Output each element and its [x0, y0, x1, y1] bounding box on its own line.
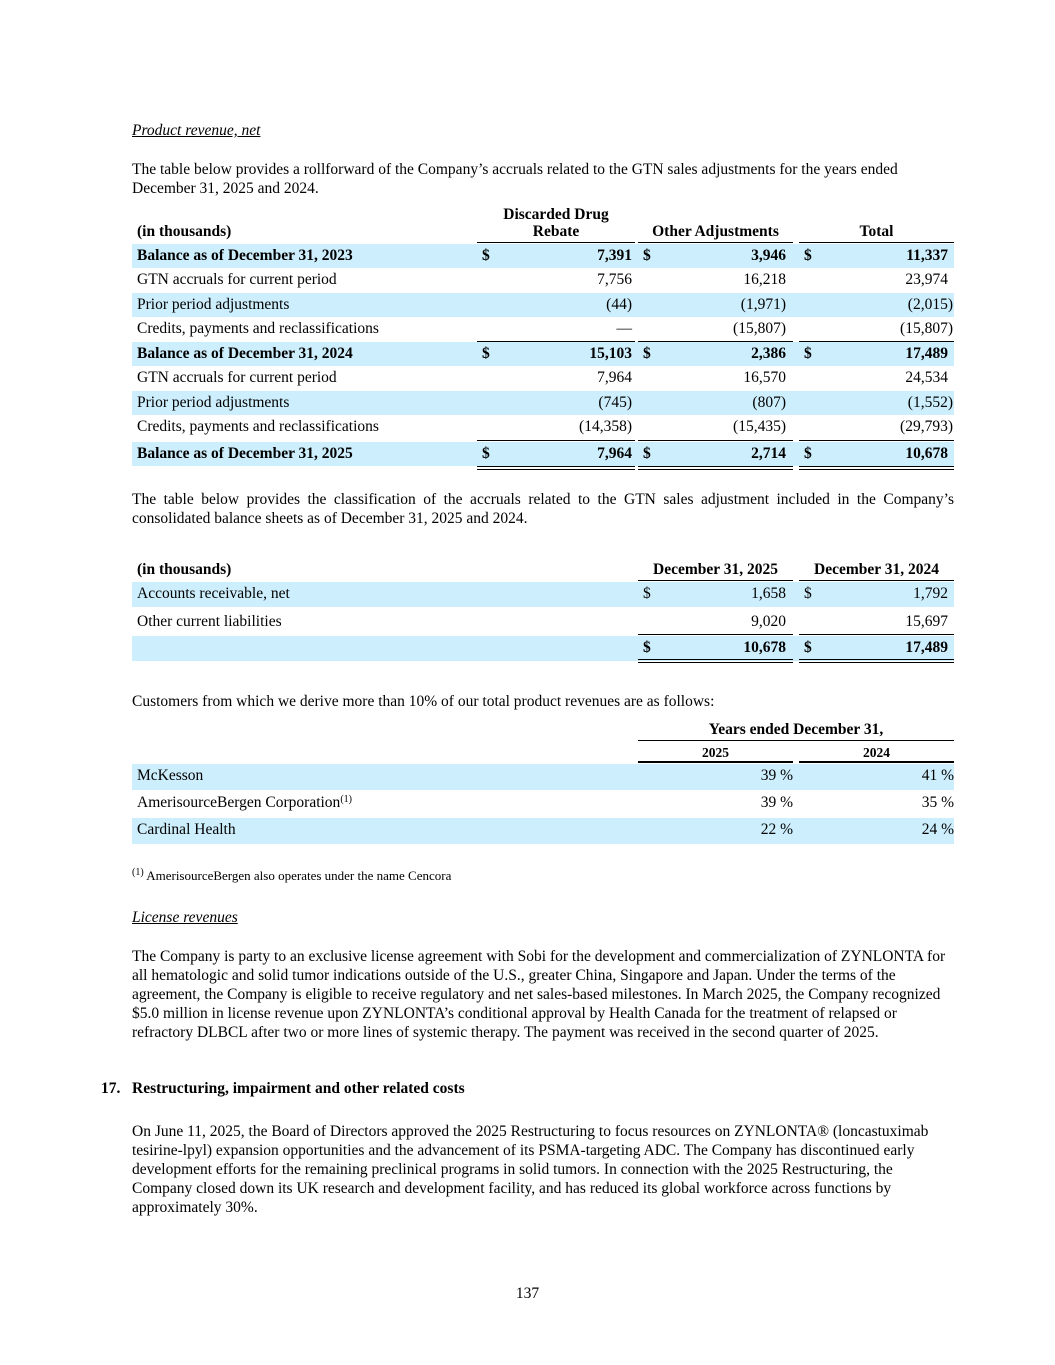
dollar-sign: $	[643, 585, 651, 602]
dollar-sign: $	[643, 345, 651, 362]
discarded-drug-value: 7,391	[597, 247, 632, 264]
row-label: Credits, payments and reclassifications	[137, 320, 379, 337]
table-row	[132, 415, 954, 439]
percent-2025: 39 %	[760, 767, 793, 784]
classification-units-label: (in thousands)	[137, 561, 232, 578]
dollar-sign: $	[482, 247, 490, 264]
row-label: Balance as of December 31, 2024	[137, 345, 353, 362]
col-header-dec-2024: December 31, 2024	[814, 561, 939, 578]
table-row	[132, 366, 954, 390]
product-revenue-heading: Product revenue, net	[132, 122, 261, 139]
total-value: 11,337	[906, 247, 948, 264]
table-row	[132, 610, 954, 635]
years-ended-header: Years ended December 31,	[708, 721, 884, 738]
rollforward-intro: The table below provides a rollforward of the Company’s accruals related to the GTN sales adjustments for the years ended December 31, 2025 and 2024.	[132, 161, 898, 197]
license-text: The Company is party to an exclusive license agreement with Sobi for the development and commercialization of ZYNLONTA for all hematologic and solid tumor indications outside of the U.S., greater China, Singapore and Japan. Under the terms of the agreement, the Company is eligible to receive regulatory and net sales-based milestones. In March 2025, the Company recognized $5.0 million in license revenue upon ZYNLONTA’s conditional approval by Health Canada for the treatment of relapsed or refractory DLBCL after two or more lines of systemic therapy. The payment was received in the second quarter of 2025.	[132, 948, 946, 1041]
list-item	[132, 791, 954, 817]
total-value: 23,974	[905, 271, 948, 288]
dollar-sign: $	[804, 247, 812, 264]
footnote: $^{(1)}$ AmerisourceBergen also operates under the name Cencora	[132, 867, 452, 883]
rollforward-units-label: (in thousands)	[137, 223, 232, 240]
table-row	[132, 293, 954, 317]
dollar-sign: $	[804, 345, 812, 362]
table-row	[132, 268, 954, 292]
col-header-discarded-drug: Discarded Drug Rebate	[503, 206, 609, 240]
total-value: 10,678	[905, 445, 948, 462]
other-adjustments-value: 2,386	[751, 345, 786, 362]
other-adjustments-value: (1,971)	[740, 296, 786, 313]
table-row	[132, 582, 954, 607]
customer-name	[137, 818, 236, 844]
discarded-drug-value: 7,964	[597, 369, 632, 386]
dec-2024-value: 17,489	[905, 639, 948, 656]
dollar-sign: $	[643, 639, 651, 656]
row-label: Other current liabilities	[137, 613, 282, 630]
discarded-drug-value: 7,964	[597, 445, 632, 462]
row-label: GTN accruals for current period	[137, 271, 337, 288]
col-header-2025: 2025	[702, 745, 729, 760]
row-label: Prior period adjustments	[137, 296, 290, 313]
dec-2025-value: 10,678	[743, 639, 786, 656]
dec-2024-value: 15,697	[905, 613, 948, 630]
discarded-drug-value: 15,103	[589, 345, 632, 362]
list-item	[132, 818, 954, 844]
dollar-sign: $	[643, 247, 651, 264]
total-value: (2,015)	[907, 296, 953, 313]
discarded-drug-value: —	[616, 320, 632, 337]
row-label: Prior period adjustments	[137, 394, 290, 411]
list-item	[132, 764, 954, 790]
dec-2025-value: 9,020	[751, 613, 786, 630]
row-label: GTN accruals for current period	[137, 369, 337, 386]
table-row	[132, 317, 954, 341]
classification-intro: The table below provides the classification of the accruals related to the GTN sales adjustment included in the Company’s consolidated balance sheets as of December 31, 2025 and 2024.	[132, 491, 954, 527]
other-adjustments-value: (807)	[752, 394, 786, 411]
customer-label: McKesson	[137, 767, 204, 784]
dollar-sign: $	[482, 345, 490, 362]
dollar-sign: $	[804, 445, 812, 462]
total-value: (15,807)	[900, 320, 953, 337]
discarded-drug-value: (44)	[606, 296, 632, 313]
total-value: (29,793)	[900, 418, 953, 435]
row-label: Credits, payments and reclassifications	[137, 418, 379, 435]
dollar-sign: $	[804, 585, 812, 602]
dollar-sign: $	[804, 639, 812, 656]
customer-name	[137, 764, 203, 790]
section-17-text: On June 11, 2025, the Board of Directors approved the 2025 Restructuring to focus resources on ZYNLONTA® (loncastuximab tesirine-lpyl) expansion opportunities and the advancement of its PSMA-targeting ADC. The Company has discontinued early development efforts for the remaining preclinical programs in solid tumors. In connection with the 2025 Restructuring, the Company closed down its UK research and development facility, and has reduced its global workforce across functions by approximately 30%.	[132, 1123, 929, 1216]
other-adjustments-value: 16,218	[743, 271, 786, 288]
other-adjustments-value: 3,946	[751, 247, 786, 264]
col-header-total: Total	[859, 223, 894, 240]
section-17-number: 17.	[101, 1080, 121, 1097]
license-heading: License revenues	[132, 909, 238, 926]
other-adjustments-value: 2,714	[751, 445, 786, 462]
table-row	[132, 244, 954, 268]
other-adjustments-value: 16,570	[743, 369, 786, 386]
discarded-drug-value: (14,358)	[579, 418, 632, 435]
customer-label: Cardinal Health	[137, 821, 236, 838]
discarded-drug-value: (745)	[598, 394, 632, 411]
col-header-2024: 2024	[863, 745, 890, 760]
table-row	[132, 636, 954, 661]
other-adjustments-value: (15,435)	[733, 418, 786, 435]
other-adjustments-value: (15,807)	[733, 320, 786, 337]
dec-2025-value: 1,658	[751, 585, 786, 602]
table-row	[132, 442, 954, 466]
customers-intro: Customers from which we derive more than 10% of our total product revenues are as follows:	[132, 693, 715, 710]
row-label: Balance as of December 31, 2023	[137, 247, 353, 264]
percent-2024: 24 %	[921, 821, 954, 838]
dollar-sign: $	[482, 445, 490, 462]
customer-name	[137, 791, 352, 817]
table-row	[132, 342, 954, 366]
dec-2024-value: 1,792	[913, 585, 948, 602]
dollar-sign: $	[643, 445, 651, 462]
percent-2025: 22 %	[760, 821, 793, 838]
percent-2024: 41 %	[921, 767, 954, 784]
table-row	[132, 391, 954, 415]
section-17-title: Restructuring, impairment and other related costs	[132, 1080, 465, 1097]
percent-2025: 39 %	[760, 794, 793, 811]
customer-label: AmerisourceBergen Corporation	[137, 794, 341, 811]
total-value: 17,489	[905, 345, 948, 362]
row-label: Balance as of December 31, 2025	[137, 445, 353, 462]
footnote-marker: (1)	[340, 794, 352, 805]
col-header-dec-2025: December 31, 2025	[653, 561, 778, 578]
percent-2024: 35 %	[921, 794, 954, 811]
total-value: (1,552)	[907, 394, 953, 411]
page-number: 137	[515, 1285, 540, 1302]
discarded-drug-value: 7,756	[597, 271, 632, 288]
col-header-other-adjustments: Other Adjustments	[652, 223, 779, 240]
total-value: 24,534	[905, 369, 948, 386]
row-label: Accounts receivable, net	[137, 585, 290, 602]
